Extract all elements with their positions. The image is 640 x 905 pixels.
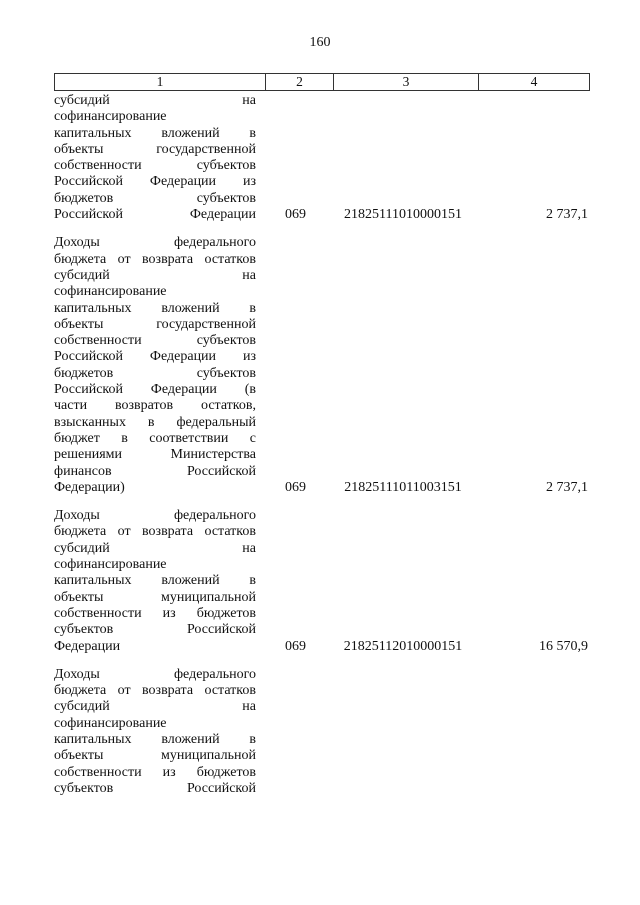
description-line: субсидий на bbox=[54, 699, 256, 715]
description-line: бюджета от возврата остатков bbox=[54, 524, 256, 540]
description-line: субсидий на bbox=[54, 267, 256, 283]
description-line: капитальных вложений в bbox=[54, 300, 256, 316]
table-row bbox=[54, 667, 590, 797]
row-description bbox=[54, 235, 256, 496]
admin-code: 069 bbox=[285, 638, 306, 654]
description-line: бюджетов субъектов bbox=[54, 190, 256, 206]
row-description bbox=[54, 93, 256, 223]
description-line: объекты муниципальной bbox=[54, 748, 256, 764]
amount: 2 737,1 bbox=[546, 480, 588, 496]
description-line: капитальных вложений в bbox=[54, 573, 256, 589]
description-line: объекты государственной bbox=[54, 141, 256, 157]
description-line: субъектов Российской bbox=[54, 780, 256, 796]
description-line: Российской Федерации из bbox=[54, 349, 256, 365]
description-line: Российской Федерации (в bbox=[54, 382, 256, 398]
description-line: бюджетов субъектов bbox=[54, 365, 256, 381]
description-line: софинансирование bbox=[54, 715, 167, 731]
description-line: части возвратов остатков, bbox=[54, 398, 256, 414]
table-body bbox=[54, 93, 590, 797]
budget-classification-code: 21825111011003151 bbox=[344, 480, 462, 496]
table-header-row bbox=[54, 73, 590, 91]
description-line: собственности субъектов bbox=[54, 333, 256, 349]
description-line: собственности из бюджетов bbox=[54, 605, 256, 621]
description-line: капитальных вложений в bbox=[54, 731, 256, 747]
description-line: собственности из бюджетов bbox=[54, 764, 256, 780]
description-line: Доходы федерального bbox=[54, 235, 256, 251]
description-line: софинансирование bbox=[54, 109, 167, 125]
budget-classification-code: 21825111010000151 bbox=[344, 207, 462, 223]
revenue-table bbox=[54, 73, 590, 797]
description-line: бюджета от возврата остатков bbox=[54, 683, 256, 699]
description-line: Федерации) bbox=[54, 479, 125, 495]
description-line: объекты государственной bbox=[54, 316, 256, 332]
description-line: Федерации bbox=[54, 638, 121, 654]
header-col-3: 3 bbox=[333, 74, 478, 90]
page-number: 160 bbox=[309, 35, 331, 50]
header-col-4: 4 bbox=[478, 74, 589, 90]
table-row bbox=[54, 235, 590, 496]
description-line: софинансирование bbox=[54, 557, 167, 573]
description-line: взысканных в федеральный bbox=[54, 414, 256, 430]
table-row bbox=[54, 508, 590, 655]
amount: 2 737,1 bbox=[546, 207, 588, 223]
description-line: Доходы федерального bbox=[54, 666, 256, 682]
description-line: субъектов Российской bbox=[54, 622, 256, 638]
description-line: решениями Министерства bbox=[54, 447, 256, 463]
description-line: бюджета от возврата остатков bbox=[54, 251, 256, 267]
amount: 16 570,9 bbox=[539, 638, 588, 654]
description-line: Доходы федерального bbox=[54, 508, 256, 524]
description-line: субсидий на bbox=[54, 93, 256, 108]
budget-classification-code: 21825112010000151 bbox=[343, 638, 463, 654]
description-line: субсидий на bbox=[54, 540, 256, 556]
admin-code: 069 bbox=[285, 480, 306, 496]
description-line: финансов Российской bbox=[54, 463, 256, 479]
description-line: Российской Федерации bbox=[54, 207, 256, 223]
description-line: Российской Федерации из bbox=[54, 174, 256, 190]
description-line: капитальных вложений в bbox=[54, 125, 256, 141]
description-line: объекты муниципальной bbox=[54, 589, 256, 605]
admin-code: 069 bbox=[285, 207, 306, 223]
description-line: софинансирование bbox=[54, 284, 167, 300]
description-line: собственности субъектов bbox=[54, 158, 256, 174]
header-col-1: 1 bbox=[156, 74, 164, 89]
table-row bbox=[54, 93, 590, 223]
header-col-2: 2 bbox=[265, 74, 333, 90]
description-line: бюджет в соответствии с bbox=[54, 430, 256, 446]
row-description bbox=[54, 508, 256, 655]
row-description bbox=[54, 667, 256, 797]
